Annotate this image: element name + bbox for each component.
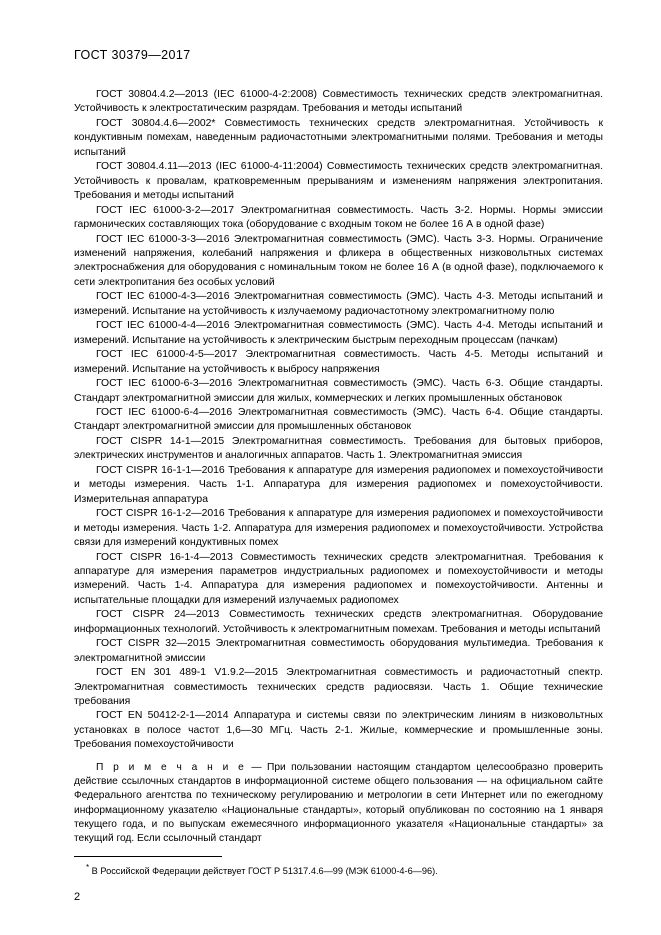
- standard-reference-paragraph: ГОСТ EN 50412-2-1—2014 Аппаратура и системы связи по электрическим линиям в низковольтных установках в полосе частот 1,6—30 МГц. Часть 2-1. Жилые, коммерческие и промышленные зоны. Требования помехоустойчивости: [74, 710, 603, 751]
- page-number: 2: [74, 891, 81, 903]
- standard-reference-paragraph: ГОСТ IEC 61000-4-5—2017 Электромагнитная совместимость. Часть 4-5. Методы испытаний и измерений. Испытание на устойчивость к выбросу напряжения: [74, 349, 603, 375]
- standard-reference-paragraph: ГОСТ CISPR 16-1-4—2013 Совместимость технических средств электромагнитная. Требования к аппаратуре для измерения параметров индустриальных радиопомех и помехоустойчивости и методы измерений. Часть 1-4. Аппаратура для измерения радиопомех и помехоустойчивости. Антенны и испытательные площадки для измерений излучаемых радиопомех: [74, 551, 603, 606]
- standard-reference-paragraph: ГОСТ IEC 61000-3-2—2017 Электромагнитная совместимость. Часть 3-2. Нормы. Нормы эмиссии гармонических составляющих тока (оборудование с входным током не более 16 А в одной фазе): [74, 204, 603, 231]
- footnote-marker: *: [86, 862, 90, 872]
- standard-reference-paragraph: ГОСТ IEC 61000-3-3—2016 Электромагнитная совместимость (ЭМС). Часть 3-3. Нормы. Ограничение изменений напряжения, колебаний напряжения и фликера в общественных низковольтных системах электроснабжения для оборудования с номинальным током не более 16 А (в одной фазе), подключаемого к сети электропитания без особых условий: [74, 233, 603, 288]
- standard-reference-paragraph: ГОСТ CISPR 16-1-1—2016 Требования к аппаратуре для измерения радиопомех и помехоустойчивости и методы измерения. Часть 1-1. Аппаратура для измерения радиопомех и помехоустойчивости. Измерительная аппаратура: [74, 464, 603, 505]
- standard-reference-paragraph: ГОСТ IEC 61000-4-4—2016 Электромагнитная совместимость (ЭМС). Часть 4-4. Методы испытаний и измерений. Испытание на устойчивость к электрическим быстрым переходным процессам (пачкам): [74, 320, 603, 346]
- footnote-text: В Российской Федерации действует ГОСТ Р 51317.4.6—99 (МЭК 61000-4-6—96).: [89, 866, 438, 876]
- standard-reference-paragraph: ГОСТ 30804.4.2—2013 (IEC 61000-4-2:2008) Совместимость технических средств электромагнитная. Устойчивость к электростатическим разрядам. Требования и методы испытаний: [74, 89, 603, 115]
- standard-reference-paragraph: ГОСТ IEC 61000-4-3—2016 Электромагнитная совместимость (ЭМС). Часть 4-3. Методы испытаний и измерений. Испытание на устойчивость к излучаемому радиочастотному электромагнитному полю: [74, 291, 603, 317]
- standard-reference-paragraph: ГОСТ 30804.4.6—2002* Совместимость технических средств электромагнитная. Устойчивость к кондуктивным помехам, наведенным радиочастотными электромагнитными полями. Требования и методы испытаний: [74, 117, 603, 158]
- standard-reference-paragraph: ГОСТ CISPR 32—2015 Электромагнитная совместимость оборудования мультимедиа. Требования к электромагнитной эмиссии: [74, 638, 603, 664]
- standard-reference-paragraph: ГОСТ CISPR 24—2013 Совместимость технических средств электромагнитная. Оборудование информационных технологий. Устойчивость к электромагнитным помехам. Требования и методы испытаний: [74, 609, 603, 635]
- standard-reference-paragraph: ГОСТ 30804.4.11—2013 (IEC 61000-4-11:2004) Совместимость технических средств электромагнитная. Устойчивость к провалам, кратковременным прерываниям и изменениям напряжения электропитания. Требования и методы испытаний: [74, 161, 603, 202]
- page-header: ГОСТ 30379—2017: [74, 48, 191, 62]
- standard-reference-paragraph: ГОСТ IEC 61000-6-4—2016 Электромагнитная совместимость (ЭМС). Часть 6-4. Общие стандарты. Стандарт электромагнитной эмиссии для промышленных обстановок: [74, 406, 603, 433]
- footnote-divider: [74, 856, 222, 857]
- standard-reference-paragraph: ГОСТ CISPR 14-1—2015 Электромагнитная совместимость. Требования для бытовых приборов, электрических инструментов и аналогичных аппаратов. Часть 1. Электромагнитная эмиссия: [74, 435, 603, 462]
- footnote: [74, 862, 603, 877]
- standard-reference-paragraph: ГОСТ IEC 61000-6-3—2016 Электромагнитная совместимость (ЭМС). Часть 6-3. Общие стандарты. Стандарт электромагнитной эмиссии для жилых, коммерческих и легких промышленных обстановок: [74, 378, 603, 404]
- note-label: П р и м е ч а н и е: [96, 761, 246, 773]
- note-block: [74, 761, 603, 847]
- footnote-area: [74, 856, 603, 877]
- standard-reference-paragraph: ГОСТ EN 301 489-1 V1.9.2—2015 Электромагнитная совместимость и радиочастотный спектр. Электромагнитная совместимость технических средств радиосвязи. Часть 1. Общие технические требования: [74, 667, 603, 708]
- document-body: [74, 88, 603, 847]
- standard-reference-paragraph: ГОСТ CISPR 16-1-2—2016 Требования к аппаратуре для измерения радиопомех и помехоустойчивости и методы измерения. Часть 1-2. Аппаратура для измерения радиопомех и помехоустойчивости. Устройства связи для измерений кондуктивных помех: [74, 508, 603, 549]
- note-text: — При пользовании настоящим стандартом целесообразно проверить действие ссылочных стандартов в информационной системе общего пользования — на официальном сайте Федерального агентства по техническому регулированию и метрологии в сети Интернет или по ежегодному информационному указателю «Национальные стандарты», который опубликован по состоянию на 1 января текущего года, и по выпускам ежемесячного информационного указателя «Национальные стандарты» за текущий год. Если ссылочный стандарт: [74, 761, 604, 845]
